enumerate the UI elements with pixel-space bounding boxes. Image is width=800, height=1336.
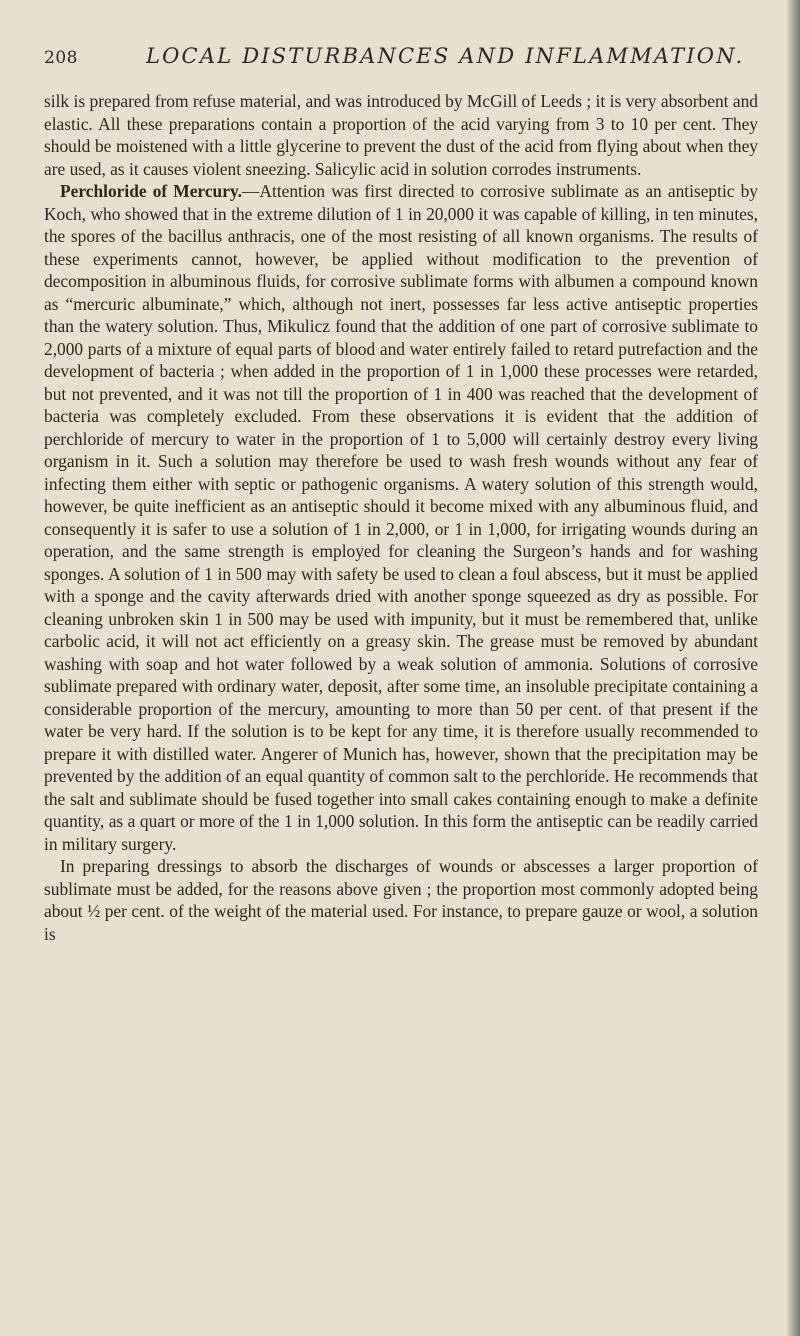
body-text <box>44 90 758 945</box>
page-header <box>44 44 758 84</box>
paragraph-2-text: —Attention was first directed to corrosive sublimate as an antiseptic by Koch, who showed that in the extreme dilution of 1 in 20,000 it was capable of killing, in ten minutes, the spores of the bacillus anthracis, one of the most resisting of all known organisms. The results of these experiments cannot, however, be applied without modification to the prevention of decomposition in albuminous fluids, for corrosive sublimate forms with albumen a compound known as “mercuric albuminate,” which, although not inert, possesses far less active antiseptic properties than the watery solution. Thus, Mikulicz found that the addition of one part of corrosive sublimate to 2,000 parts of a mixture of equal parts of blood and water entirely failed to retard putrefaction and the development of bacteria ; when added in the proportion of 1 in 1,000 these processes were retarded, but not prevented, and it was not till the proportion of 1 in 400 was reached that the development of bacteria was completely excluded. From these observations it is evident that the addition of perchloride of mercury to water in the proportion of 1 to 5,000 will certainly destroy every living organism in it. Such a solution may therefore be used to wash fresh wounds without any fear of infecting them either with septic or pathogenic organisms. A watery solution of this strength would, however, be quite inefficient as an antiseptic should it become mixed with any albuminous fluid, and consequently it is safer to use a solution of 1 in 2,000, or 1 in 1,000, for irrigating wounds during an operation, and the same strength is employed for cleaning the Surgeon’s hands and for washing sponges. A solution of 1 in 500 may with safety be used to clean a foul abscess, but it must be applied with a sponge and the cavity afterwards dried with another sponge squeezed as dry as possible. For cleaning unbroken skin 1 in 500 may be used with impunity, but it must be remembered that, unlike carbolic acid, it will not act efficiently on a greasy skin. The grease must be removed by abundant washing with soap and hot water followed by a weak solution of ammonia. Solutions of corrosive sublimate prepared with ordinary water, deposit, after some time, an insoluble precipitate containing a considerable proportion of the mercury, amounting to more than 50 per cent. of that present if the water be very hard. If the solution is to be kept for any time, it is therefore usually recommended to prepare it with distilled water. Angerer of Munich has, however, shown that the precipitation may be prevented by the addition of an equal quantity of common salt to the perchloride. He recommends that the salt and sublimate should be fused together into small cakes containing enough to make a definite quantity, as a quart or more of the 1 in 1,000 solution. In this form the antiseptic can be readily carried in military surgery. <box>44 181 758 854</box>
paragraph-3-text: In preparing dressings to absorb the discharges of wounds or abscesses a larger proportion of sublimate must be added, for the reasons above given ; the proportion most commonly adopted being about ½ per cent. of the weight of the material used. For instance, to prepare gauze or wool, a solution is <box>44 856 758 944</box>
paragraph-3 <box>44 855 758 945</box>
section-heading-perchloride: Perchloride of Mercury. <box>60 181 243 201</box>
page-edge-shadow <box>786 0 800 1336</box>
page-number: 208 <box>44 48 78 68</box>
paragraph-1-text: silk is prepared from refuse material, and was introduced by McGill of Leeds ; it is very absorbent and elastic. All these preparations contain a proportion of the acid varying from 3 to 10 per cent. They should be moistened with a little glycerine to prevent the dust of the acid from flying about when they are used, as it causes violent sneezing. Salicylic acid in solution corrodes instruments. <box>44 91 758 179</box>
paragraph-2 <box>44 180 758 855</box>
paragraph-1 <box>44 90 758 180</box>
running-head: LOCAL DISTURBANCES AND INFLAMMATION. <box>146 44 745 68</box>
